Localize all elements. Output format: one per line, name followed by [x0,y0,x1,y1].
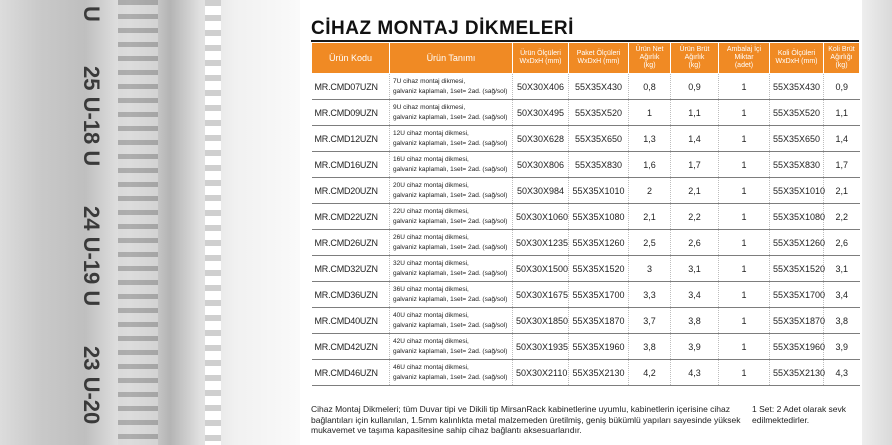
product-description-cell [390,100,513,126]
package-dimensions-cell: 55X35X650 [569,126,629,152]
package-dimensions-cell: 55X35X1870 [569,308,629,334]
gross-weight-cell: 2,1 [671,178,719,204]
set-note: 1 Set: 2 Adet olarak sevk edilmektedirler. [752,404,847,425]
package-dimensions-cell: 55X35X1520 [569,256,629,282]
product-code-cell: MR.CMD07UZN [312,74,390,100]
product-description-cell [390,308,513,334]
description-line-1: 12U cihaz montaj dikmesi, [393,129,469,137]
gross-weight-cell: 3,4 [671,282,719,308]
table-row [312,256,860,282]
description-line-2: galvaniz kaplamalı, 1set= 2ad. (sağ/sol) [393,347,508,355]
net-weight-cell: 2,1 [629,204,671,230]
header-product-dimensions: Ürün Ölçüleri WxDxH (mm) [513,43,569,74]
box-dimensions-cell: 55X35X1700 [770,282,824,308]
table-row [312,334,860,360]
product-code-cell: MR.CMD16UZN [312,152,390,178]
table-row [312,100,860,126]
package-quantity-cell: 1 [719,282,770,308]
box-dimensions-cell: 55X35X430 [770,74,824,100]
header-net-weight: Ürün Net Ağırlık (kg) [629,43,671,74]
header-box-gross-weight: Koli Brüt Ağırlığı (kg) [824,43,860,74]
rack-unit-label: U [79,6,104,22]
box-gross-weight-cell: 3,8 [824,308,860,334]
box-gross-weight-cell: 1,7 [824,152,860,178]
description-line-1: 16U cihaz montaj dikmesi, [393,155,469,163]
page-title: CİHAZ MONTAJ DİKMELERİ [311,18,574,39]
description-line-1: 26U cihaz montaj dikmesi, [393,233,469,241]
product-description-cell [390,256,513,282]
description-line-2: galvaniz kaplamalı, 1set= 2ad. (sağ/sol) [393,87,508,95]
table-row [312,126,860,152]
table-header-row [312,43,860,74]
package-dimensions-cell: 55X35X1700 [569,282,629,308]
package-quantity-cell: 1 [719,100,770,126]
box-dimensions-cell: 55X35X1870 [770,308,824,334]
net-weight-cell: 3 [629,256,671,282]
gross-weight-cell: 2,6 [671,230,719,256]
description-line-1: 46U cihaz montaj dikmesi, [393,363,469,371]
product-code-cell: MR.CMD46UZN [312,360,390,386]
gross-weight-cell: 2,2 [671,204,719,230]
product-description-cell [390,74,513,100]
product-dimensions-cell: 50X30X406 [513,74,569,100]
net-weight-cell: 0,8 [629,74,671,100]
gross-weight-cell: 3,9 [671,334,719,360]
header-gross-weight: Ürün Brüt Ağırlık (kg) [671,43,719,74]
box-gross-weight-cell: 1,1 [824,100,860,126]
box-gross-weight-cell: 2,6 [824,230,860,256]
package-quantity-cell: 1 [719,360,770,386]
box-dimensions-cell: 55X35X650 [770,126,824,152]
table-row [312,204,860,230]
header-product-description: Ürün Tanımı [390,43,513,74]
description-line-2: galvaniz kaplamalı, 1set= 2ad. (sağ/sol) [393,269,508,277]
description-line-2: galvaniz kaplamalı, 1set= 2ad. (sağ/sol) [393,243,508,251]
product-dimensions-cell: 50X30X1675 [513,282,569,308]
net-weight-cell: 3,7 [629,308,671,334]
net-weight-cell: 2,5 [629,230,671,256]
rack-unit-label: 24 U-19 U [79,206,104,307]
header-package-dimensions: Paket Ölçüleri WxDxH (mm) [569,43,629,74]
gross-weight-cell: 3,1 [671,256,719,282]
gross-weight-cell: 1,7 [671,152,719,178]
table-row [312,360,860,386]
package-quantity-cell: 1 [719,126,770,152]
box-dimensions-cell: 55X35X1010 [770,178,824,204]
net-weight-cell: 1,3 [629,126,671,152]
product-description-cell [390,334,513,360]
net-weight-cell: 3,8 [629,334,671,360]
description-line-2: galvaniz kaplamalı, 1set= 2ad. (sağ/sol) [393,191,508,199]
box-gross-weight-cell: 2,2 [824,204,860,230]
product-code-cell: MR.CMD12UZN [312,126,390,152]
product-spec-table [311,42,860,386]
product-code-cell: MR.CMD26UZN [312,230,390,256]
header-product-code: Ürün Kodu [312,43,390,74]
box-gross-weight-cell: 3,4 [824,282,860,308]
product-description-cell [390,178,513,204]
package-dimensions-cell: 55X35X520 [569,100,629,126]
package-quantity-cell: 1 [719,334,770,360]
package-dimensions-cell: 55X35X1010 [569,178,629,204]
package-dimensions-cell: 55X35X2130 [569,360,629,386]
product-dimensions-cell: 50X30X628 [513,126,569,152]
gross-weight-cell: 0,9 [671,74,719,100]
package-quantity-cell: 1 [719,308,770,334]
table-row [312,178,860,204]
box-dimensions-cell: 55X35X520 [770,100,824,126]
box-gross-weight-cell: 3,9 [824,334,860,360]
product-photo [0,0,300,445]
description-line-2: galvaniz kaplamalı, 1set= 2ad. (sağ/sol) [393,321,508,329]
product-dimensions-cell: 50X30X2110 [513,360,569,386]
product-dimensions-cell: 50X30X806 [513,152,569,178]
package-dimensions-cell: 55X35X430 [569,74,629,100]
box-gross-weight-cell: 1,4 [824,126,860,152]
net-weight-cell: 4,2 [629,360,671,386]
description-line-1: 32U cihaz montaj dikmesi, [393,259,469,267]
description-line-1: 9U cihaz montaj dikmesi, [393,103,466,111]
rack-unit-label: 25 U-18 U [79,66,104,167]
box-gross-weight-cell: 0,9 [824,74,860,100]
description-line-2: galvaniz kaplamalı, 1set= 2ad. (sağ/sol) [393,373,508,381]
product-dimensions-cell: 50X30X1060 [513,204,569,230]
product-code-cell: MR.CMD20UZN [312,178,390,204]
gross-weight-cell: 1,4 [671,126,719,152]
description-line-2: galvaniz kaplamalı, 1set= 2ad. (sağ/sol) [393,295,508,303]
table-row [312,230,860,256]
net-weight-cell: 1 [629,100,671,126]
box-dimensions-cell: 55X35X1260 [770,230,824,256]
gross-weight-cell: 1,1 [671,100,719,126]
product-code-cell: MR.CMD42UZN [312,334,390,360]
product-description-cell [390,126,513,152]
description-line-1: 20U cihaz montaj dikmesi, [393,181,469,189]
package-quantity-cell: 1 [719,152,770,178]
product-description-cell [390,282,513,308]
product-description-cell [390,360,513,386]
description-line-2: galvaniz kaplamalı, 1set= 2ad. (sağ/sol) [393,139,508,147]
page-edge [862,0,892,445]
header-package-quantity: Ambalaj İçi Miktar (adet) [719,43,770,74]
product-dimensions-cell: 50X30X1850 [513,308,569,334]
box-dimensions-cell: 55X35X1960 [770,334,824,360]
product-dimensions-cell: 50X30X495 [513,100,569,126]
table-row [312,74,860,100]
mounting-rail-image [118,0,158,445]
box-dimensions-cell: 55X35X1080 [770,204,824,230]
box-dimensions-cell: 55X35X2130 [770,360,824,386]
package-quantity-cell: 1 [719,230,770,256]
product-dimensions-cell: 50X30X984 [513,178,569,204]
box-gross-weight-cell: 3,1 [824,256,860,282]
box-dimensions-cell: 55X35X830 [770,152,824,178]
mounting-rail-edge-image [205,0,221,445]
product-code-cell: MR.CMD32UZN [312,256,390,282]
description-line-2: galvaniz kaplamalı, 1set= 2ad. (sağ/sol) [393,113,508,121]
product-dimensions-cell: 50X30X1235 [513,230,569,256]
table-row [312,152,860,178]
product-code-cell: MR.CMD40UZN [312,308,390,334]
package-quantity-cell: 1 [719,178,770,204]
header-box-dimensions: Koli Ölçüleri WxDxH (mm) [770,43,824,74]
package-quantity-cell: 1 [719,256,770,282]
description-line-2: galvaniz kaplamalı, 1set= 2ad. (sağ/sol) [393,165,508,173]
product-description-footer: Cihaz Montaj Dikmeleri; tüm Duvar tipi ve Dikili tip MirsanRack kabinetlerine uyumlu, kabinetlerin içerisine cihaz bağlantıları için kullanılan, 1.5mm kalınlıkta metal malzemeden üretilmiş, geniş bükümlü yapıları sayesinde yüksek mukavemet ve taşıma kapasitesine sahip cihaz bağlantı aksesuarlarıdır. [311,404,741,435]
product-dimensions-cell: 50X30X1500 [513,256,569,282]
product-code-cell: MR.CMD36UZN [312,282,390,308]
description-line-1: 7U cihaz montaj dikmesi, [393,77,466,85]
box-dimensions-cell: 55X35X1520 [770,256,824,282]
description-line-1: 42U cihaz montaj dikmesi, [393,337,469,345]
net-weight-cell: 3,3 [629,282,671,308]
package-dimensions-cell: 55X35X1260 [569,230,629,256]
package-quantity-cell: 1 [719,74,770,100]
description-line-1: 22U cihaz montaj dikmesi, [393,207,469,215]
product-description-cell [390,152,513,178]
product-description-cell [390,204,513,230]
product-description-cell [390,230,513,256]
product-code-cell: MR.CMD09UZN [312,100,390,126]
box-gross-weight-cell: 2,1 [824,178,860,204]
package-quantity-cell: 1 [719,204,770,230]
package-dimensions-cell: 55X35X1080 [569,204,629,230]
gross-weight-cell: 4,3 [671,360,719,386]
net-weight-cell: 2 [629,178,671,204]
package-dimensions-cell: 55X35X830 [569,152,629,178]
product-code-cell: MR.CMD22UZN [312,204,390,230]
description-line-1: 40U cihaz montaj dikmesi, [393,311,469,319]
gross-weight-cell: 3,8 [671,308,719,334]
description-line-1: 36U cihaz montaj dikmesi, [393,285,469,293]
product-dimensions-cell: 50X30X1935 [513,334,569,360]
table-row [312,308,860,334]
box-gross-weight-cell: 4,3 [824,360,860,386]
package-dimensions-cell: 55X35X1960 [569,334,629,360]
description-line-2: galvaniz kaplamalı, 1set= 2ad. (sağ/sol) [393,217,508,225]
table-row [312,282,860,308]
net-weight-cell: 1,6 [629,152,671,178]
rack-unit-label: 23 U-20 [79,346,104,425]
